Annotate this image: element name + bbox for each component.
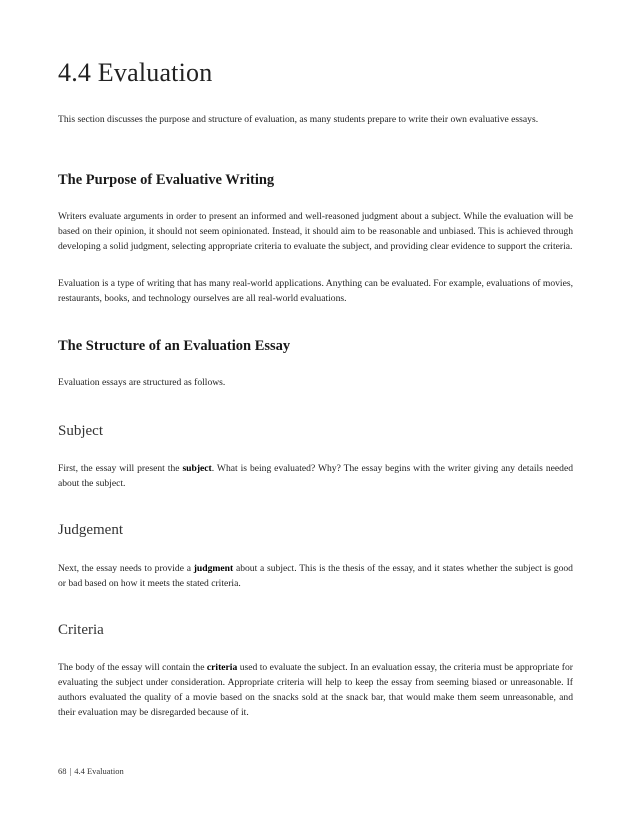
subject-paragraph: First, the essay will present the subject. What is being evaluated? Why? The essay begins with the writer giving any details needed about the subject. — [58, 463, 573, 489]
criteria-paragraph: The body of the essay will contain the criteria used to evaluate the subject. In an evaluation essay, the criteria must be appropriate for evaluating the subject under consideration. Appropriate criteria will help to keep the essay from seeming biased or unreasonable. If authors evaluated the quality of a movie based on the snacks sold at the snack bar, that would make them seem unreasonable, and their evaluation may be disregarded because of it. — [58, 662, 573, 718]
judgement-heading: Judgement — [58, 522, 123, 538]
purpose-paragraph-1: Writers evaluate arguments in order to present an informed and well-reasoned judgment about a subject. While the evaluation will be based on their opinion, it should not seem opinionated. Instead, it should aim to be reasonable and unbiased. This is achieved through developing a solid judgment, selecting appropriate criteria to evaluate the subject, and providing clear evidence to support the criteria. — [58, 211, 573, 252]
judgement-paragraph: Next, the essay needs to provide a judgment about a subject. This is the thesis of the essay, and it states whether the subject is good or bad based on how it meets the stated criteria. — [58, 563, 573, 589]
judgment-term: judgment — [193, 563, 234, 574]
page-number: 68 — [58, 766, 67, 776]
structure-paragraph: Evaluation essays are structured as follows. — [58, 377, 226, 388]
purpose-heading: The Purpose of Evaluative Writing — [58, 172, 275, 188]
subject-heading: Subject — [58, 423, 103, 439]
subject-term: subject — [182, 463, 212, 474]
criteria-heading: Criteria — [58, 622, 104, 638]
page-title: 4.4 Evaluation — [58, 58, 213, 87]
footer-separator: | — [69, 766, 72, 776]
intro-paragraph: This section discusses the purpose and structure of evaluation, as many students prepare to write their own evaluative essays. — [58, 114, 539, 125]
criteria-term: criteria — [206, 662, 238, 673]
structure-heading: The Structure of an Evaluation Essay — [58, 338, 291, 354]
running-title: 4.4 Evaluation — [74, 766, 124, 776]
page-footer — [58, 766, 124, 776]
purpose-paragraph-2: Evaluation is a type of writing that has many real-world applications. Anything can be evaluated. For example, evaluations of movies, restaurants, books, and technology ourselves are all real-world evaluations. — [58, 278, 573, 304]
